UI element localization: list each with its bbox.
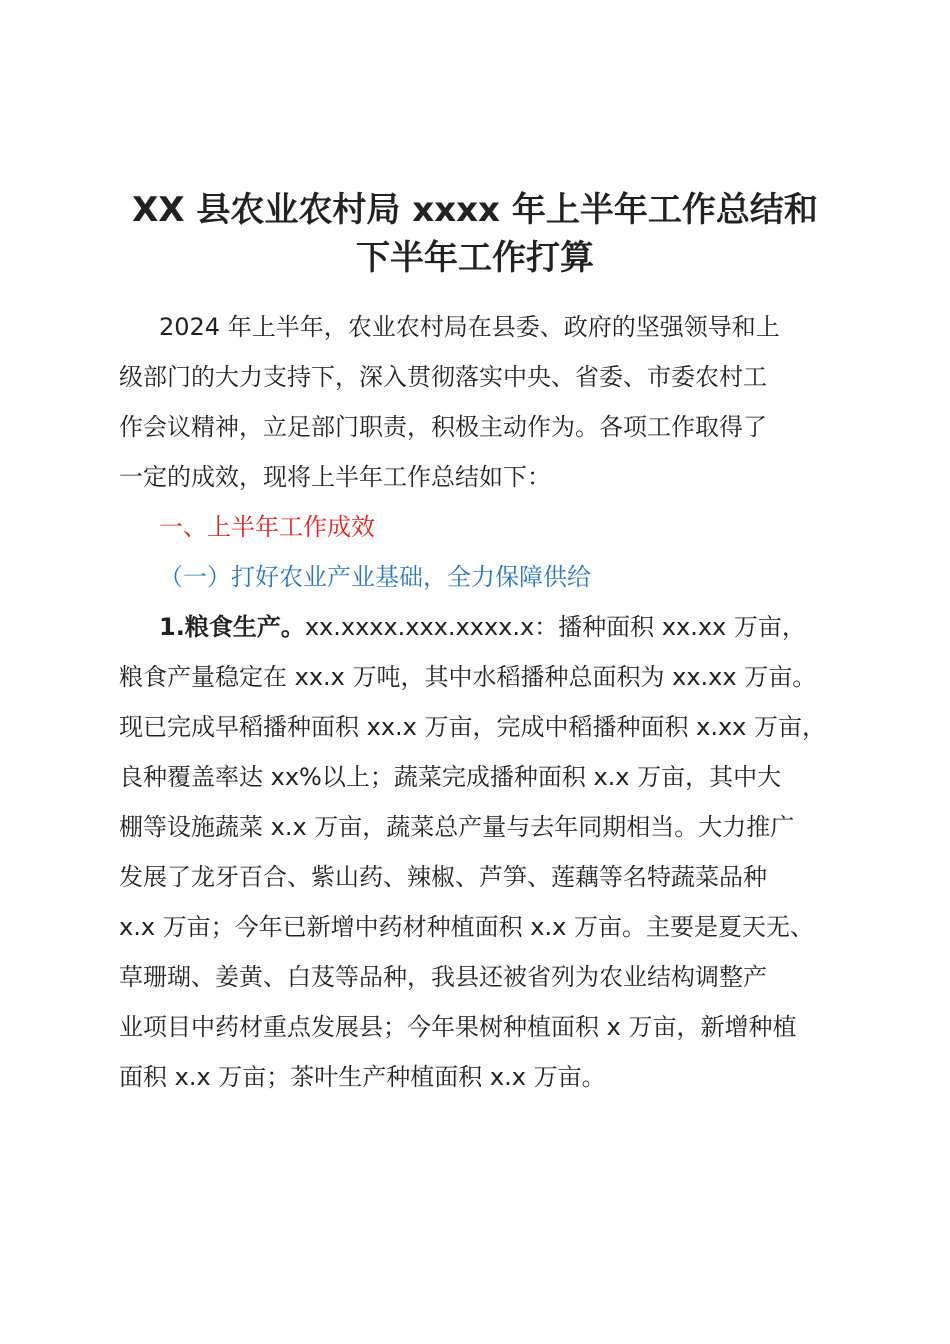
item-paragraph-line: 棚等设施蔬菜 x.x 万亩，蔬菜总产量与去年同期相当。大力推广 — [119, 813, 795, 841]
item-paragraph-line: 发展了龙牙百合、紫山药、辣椒、芦笋、莲藕等名特蔬菜品种 — [119, 863, 767, 891]
item-paragraph-line: 草珊瑚、姜黄、白芨等品种，我县还被省列为农业结构调整产 — [119, 963, 767, 991]
item-first-line-text: xx.xxxx.xxx.xxxx.x：播种面积 xx.xx 万亩， — [304, 613, 806, 641]
item-paragraph-line: x.x 万亩；今年已新增中药材种植面积 x.x 万亩。主要是夏天无、 — [119, 913, 814, 941]
item-paragraph-line: 业项目中药材重点发展县；今年果树种植面积 x 万亩，新增种植 — [119, 1013, 797, 1041]
subsection-heading: （一）打好农业产业基础，全力保障供给 — [159, 563, 591, 591]
section-heading: 一、上半年工作成效 — [159, 513, 375, 541]
item-first-line — [159, 602, 806, 652]
item-paragraph-line: 面积 x.x 万亩；茶叶生产种植面积 x.x 万亩。 — [119, 1063, 606, 1091]
item-label: 1.粮食生产。 — [159, 613, 305, 641]
item-paragraph-line: 良种覆盖率达 xx%以上；蔬菜完成播种面积 x.x 万亩，其中大 — [119, 763, 782, 791]
item-paragraph-line: 粮食产量稳定在 xx.x 万吨，其中水稻播种总面积为 xx.xx 万亩。 — [119, 663, 817, 691]
intro-paragraph-line: 一定的成效，现将上半年工作总结如下： — [119, 463, 551, 491]
intro-paragraph-line: 作会议精神，立足部门职责，积极主动作为。各项工作取得了 — [119, 413, 767, 441]
document-title-line-1: XX 县农业农村局 xxxx 年上半年工作总结和 — [132, 190, 818, 230]
document-title-line-2: 下半年工作打算 — [356, 238, 594, 278]
intro-paragraph-line: 2024 年上半年，农业农村局在县委、政府的坚强领导和上 — [159, 313, 780, 341]
intro-paragraph-line: 级部门的大力支持下，深入贯彻落实中央、省委、市委农村工 — [119, 363, 767, 391]
item-paragraph-line: 现已完成早稻播种面积 xx.x 万亩，完成中稻播种面积 x.xx 万亩， — [119, 713, 826, 741]
